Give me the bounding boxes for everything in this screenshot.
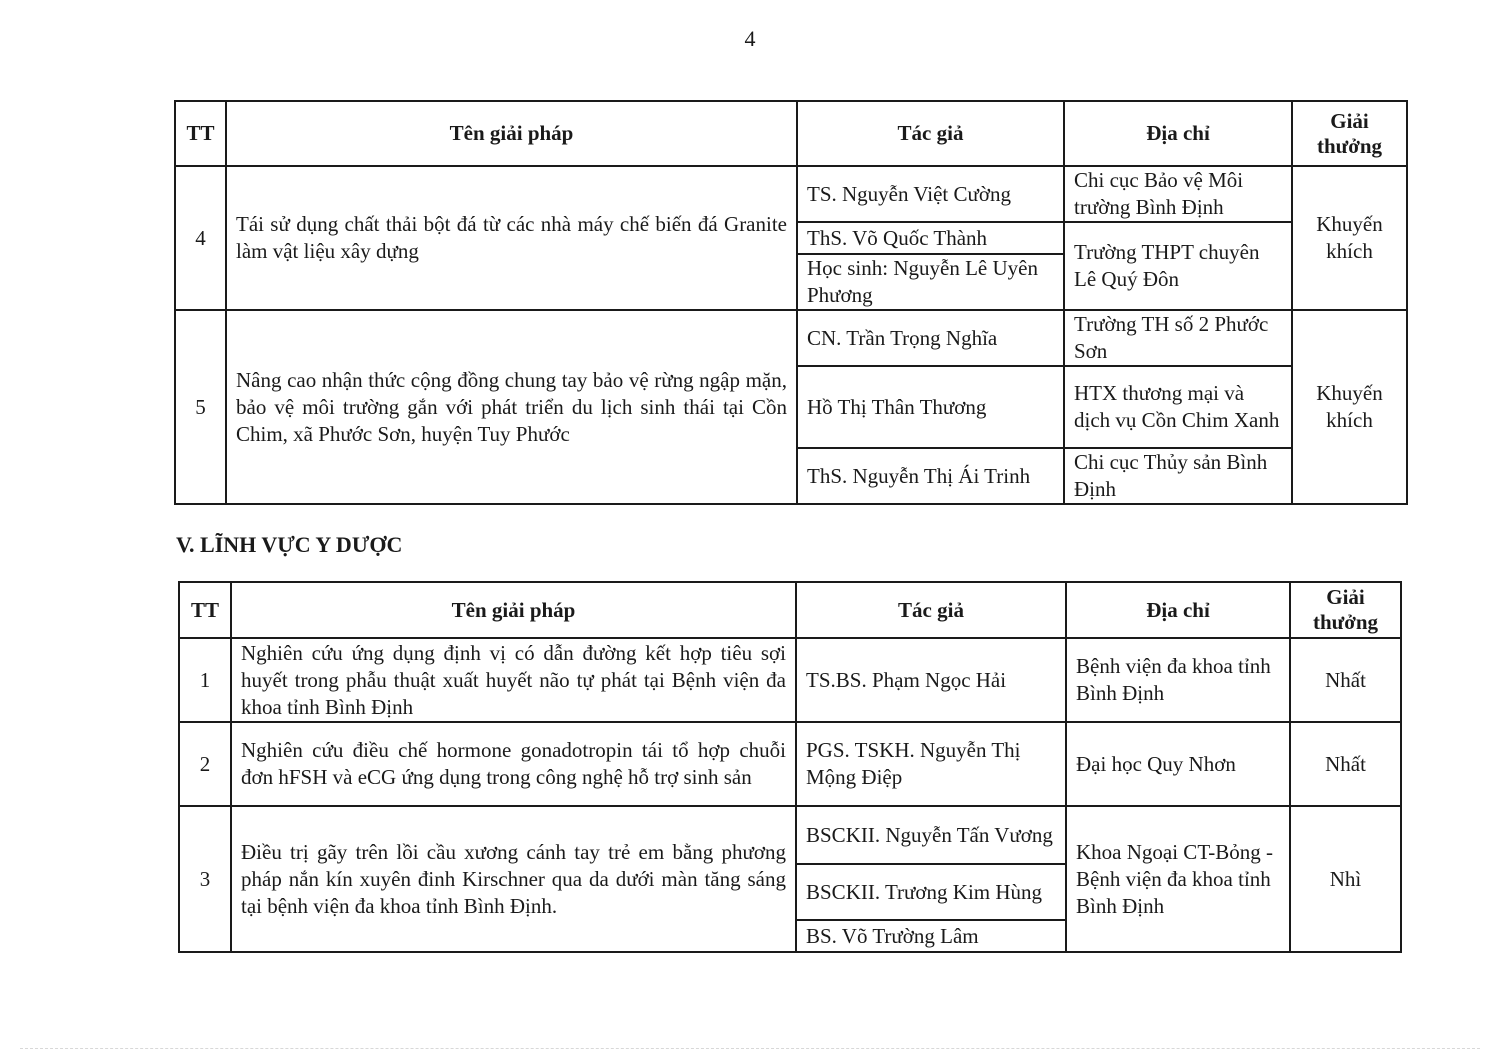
table-row bbox=[179, 638, 1401, 722]
table-header-row bbox=[175, 101, 1407, 166]
table-row bbox=[179, 806, 1401, 864]
column-header-author: Tác giả bbox=[796, 582, 1066, 638]
author-address: HTX thương mại và dịch vụ Cồn Chim Xanh bbox=[1064, 366, 1292, 448]
author-name: ThS. Nguyễn Thị Ái Trinh bbox=[797, 448, 1064, 504]
award-level: Khuyến khích bbox=[1292, 310, 1407, 504]
column-header-tt: TT bbox=[175, 101, 226, 166]
row-number: 1 bbox=[179, 638, 231, 722]
award-level: Nhất bbox=[1290, 722, 1401, 806]
award-level: Khuyến khích bbox=[1292, 166, 1407, 310]
author-address: Trường THPT chuyên Lê Quý Đôn bbox=[1064, 222, 1292, 310]
row-number: 5 bbox=[175, 310, 226, 504]
section-heading: V. LĨNH VỰC Y DƯỢC bbox=[176, 532, 403, 557]
author-name: BSCKII. Trương Kim Hùng bbox=[796, 864, 1066, 920]
author-name: TS.BS. Phạm Ngọc Hải bbox=[796, 638, 1066, 722]
author-address: Chi cục Thủy sản Bình Định bbox=[1064, 448, 1292, 504]
column-header-solution: Tên giải pháp bbox=[226, 101, 797, 166]
solution-name: Tái sử dụng chất thải bột đá từ các nhà máy chế biến đá Granite làm vật liệu xây dựng bbox=[226, 166, 797, 310]
award-level: Nhì bbox=[1290, 806, 1401, 952]
column-header-award: Giải thưởng bbox=[1290, 582, 1401, 638]
medicine-awards-table bbox=[178, 581, 1402, 953]
column-header-address: Địa chỉ bbox=[1066, 582, 1290, 638]
page-number: 4 bbox=[744, 26, 756, 51]
solution-name: Nâng cao nhận thức cộng đồng chung tay bảo vệ rừng ngập mặn, bảo vệ môi trường gắn với phát triển du lịch sinh thái tại Cồn Chim, xã Phước Sơn, huyện Tuy Phước bbox=[226, 310, 797, 504]
author-name: BS. Võ Trường Lâm bbox=[796, 920, 1066, 952]
column-header-author: Tác giả bbox=[797, 101, 1064, 166]
author-address: Khoa Ngoại CT-Bỏng - Bệnh viện đa khoa tỉnh Bình Định bbox=[1066, 806, 1290, 952]
table-row bbox=[175, 166, 1407, 222]
column-header-award: Giải thưởng bbox=[1292, 101, 1407, 166]
solution-name: Nghiên cứu điều chế hormone gonadotropin tái tổ hợp chuỗi đơn hFSH và eCG ứng dụng trong công nghệ hỗ trợ sinh sản bbox=[231, 722, 796, 806]
solution-name: Điều trị gãy trên lồi cầu xương cánh tay trẻ em bằng phương pháp nắn kín xuyên đinh Kirschner qua da dưới màn tăng sáng tại bệnh viện đa khoa tỉnh Bình Định. bbox=[231, 806, 796, 952]
author-name: ThS. Võ Quốc Thành bbox=[797, 222, 1064, 254]
column-header-solution: Tên giải pháp bbox=[231, 582, 796, 638]
row-number: 2 bbox=[179, 722, 231, 806]
award-level: Nhất bbox=[1290, 638, 1401, 722]
column-header-address: Địa chỉ bbox=[1064, 101, 1292, 166]
table-row bbox=[179, 722, 1401, 806]
author-name: PGS. TSKH. Nguyễn Thị Mộng Điệp bbox=[796, 722, 1066, 806]
scan-edge-line bbox=[20, 1048, 1480, 1049]
table-header-row bbox=[179, 582, 1401, 638]
environment-awards-table bbox=[174, 100, 1408, 505]
author-name: BSCKII. Nguyễn Tấn Vương bbox=[796, 806, 1066, 864]
author-name: TS. Nguyễn Việt Cường bbox=[797, 166, 1064, 222]
row-number: 4 bbox=[175, 166, 226, 310]
author-name: CN. Trần Trọng Nghĩa bbox=[797, 310, 1064, 366]
row-number: 3 bbox=[179, 806, 231, 952]
solution-name: Nghiên cứu ứng dụng định vị có dẫn đường kết hợp tiêu sợi huyết trong phẫu thuật xuất huyết não tự phát tại Bệnh viện đa khoa tỉnh Bình Định bbox=[231, 638, 796, 722]
author-name: Học sinh: Nguyễn Lê Uyên Phương bbox=[797, 254, 1064, 310]
author-address: Chi cục Bảo vệ Môi trường Bình Định bbox=[1064, 166, 1292, 222]
author-name: Hồ Thị Thân Thương bbox=[797, 366, 1064, 448]
author-address: Bệnh viện đa khoa tỉnh Bình Định bbox=[1066, 638, 1290, 722]
author-address: Đại học Quy Nhơn bbox=[1066, 722, 1290, 806]
author-address: Trường TH số 2 Phước Sơn bbox=[1064, 310, 1292, 366]
column-header-tt: TT bbox=[179, 582, 231, 638]
table-row bbox=[175, 310, 1407, 366]
